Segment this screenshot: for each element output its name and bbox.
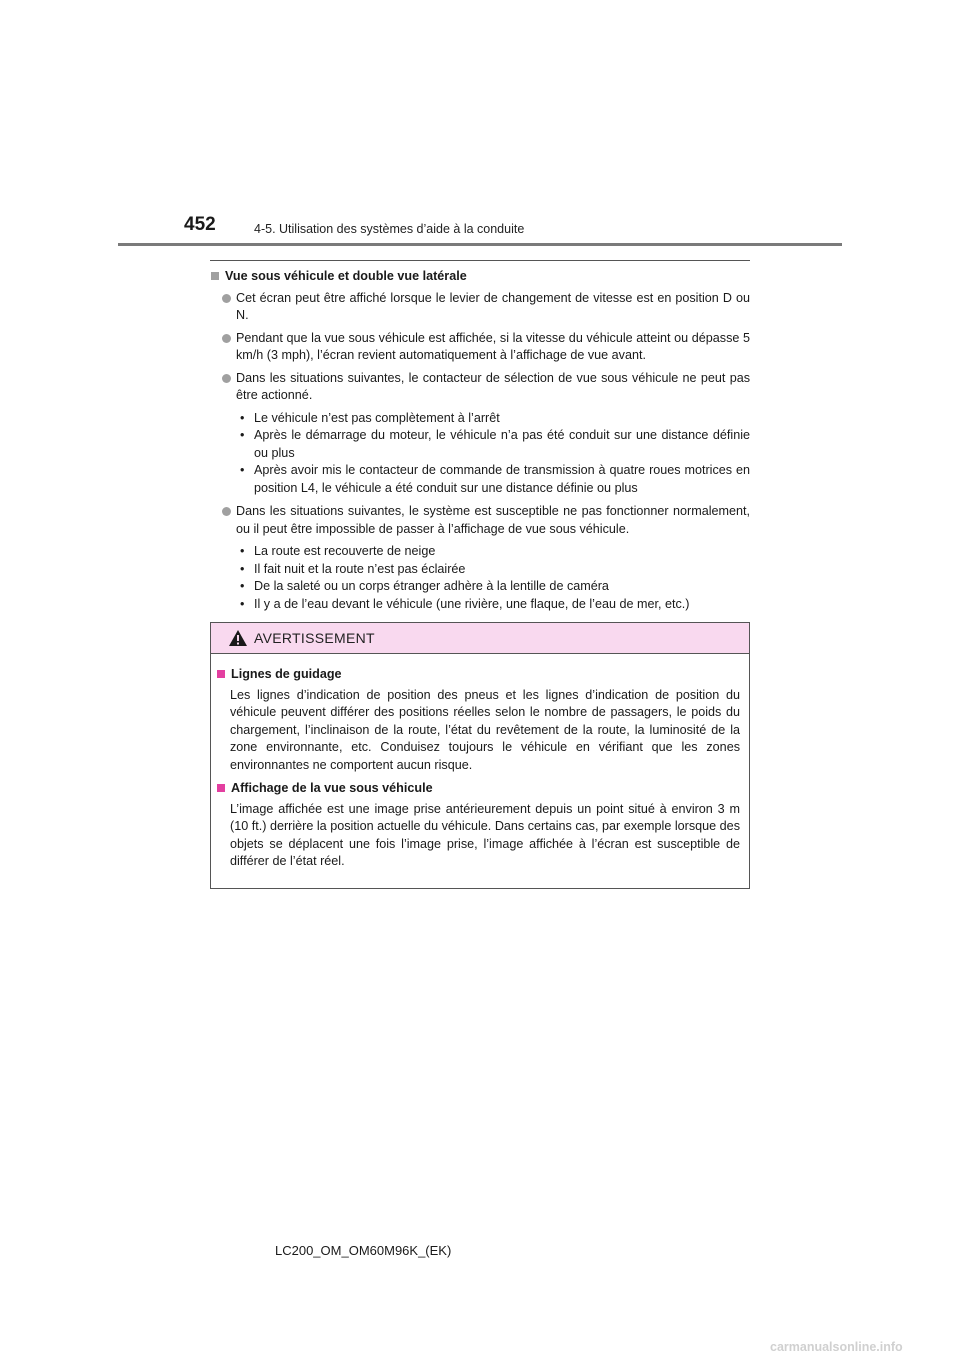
watermark: carmanualsonline.info [770, 1340, 903, 1354]
sublist-text: La route est recouverte de neige [254, 544, 436, 558]
footer-doc-code: LC200_OM_OM60M96K_(EK) [275, 1243, 452, 1258]
content-rule [210, 260, 750, 261]
sublist-item [238, 596, 750, 614]
warning-box [210, 622, 750, 889]
header-rule [118, 243, 842, 246]
square-bullet-icon [217, 670, 225, 678]
bullet-text: Dans les situations suivantes, le contacteur de sélection de vue sous véhicule ne peut pas être actionné. [236, 370, 750, 402]
section-heading [210, 268, 750, 286]
bullet-text: Pendant que la vue sous véhicule est affichée, si la vitesse du véhicule atteint ou dépasse 5 km/h (3 mph), l’écran revient automatiquement à l’affichage de vue avant. [236, 330, 750, 362]
dot-marker: • [240, 596, 245, 611]
bullet-item [210, 290, 750, 325]
section-header: 4-5. Utilisation des systèmes d’aide à la conduite [254, 222, 525, 236]
dot-marker: • [240, 544, 245, 558]
warning-item-heading [217, 780, 740, 798]
warning-triangle-icon [228, 629, 248, 647]
main-content [210, 268, 750, 619]
bullet-item [210, 503, 750, 538]
dot-marker: • [240, 561, 245, 576]
warning-item-text: Les lignes d’indication de position des pneus et les lignes d’indication de position du véhicule peuvent différer des positions réelles selon le nombre de passagers, le poids du chargement, l’inclinaison de la route, l’état du revêtement de la route, la luminosité de la zone environnante, etc. Conduisez toujours le véhicule en vérifiant que les zones environnantes ne comportent aucun risque. [230, 687, 740, 772]
warning-title: AVERTISSEMENT [254, 630, 375, 646]
sublist-item [238, 561, 750, 579]
warning-item-heading [217, 666, 740, 684]
dot-marker: • [240, 410, 245, 425]
sublist-text: Il y a de l’eau devant le véhicule (une rivière, une flaque, de l’eau de mer, etc.) [254, 596, 690, 611]
circle-bullet-icon [222, 507, 231, 516]
dot-marker: • [240, 463, 245, 477]
sublist-2 [238, 543, 750, 613]
bullet-text: Dans les situations suivantes, le système est susceptible ne pas fonctionner normalement, ou il peut être impossible de passer à l’affichage de vue sous véhicule. [236, 504, 750, 536]
bullet-text: Cet écran peut être affiché lorsque le levier de changement de vitesse est en position D ou N. [236, 290, 750, 322]
sublist-1 [238, 410, 750, 498]
sublist-text: Après avoir mis le contacteur de commande de transmission à quatre roues motrices en position L4, le véhicule a été conduit sur une distance définie ou plus [254, 463, 750, 495]
sublist-item [238, 578, 750, 596]
bullet-item [210, 330, 750, 365]
sublist-text: Après le démarrage du moteur, le véhicule n’a pas été conduit sur une distance définie ou plus [254, 428, 750, 460]
warning-heading-text: Lignes de guidage [231, 667, 342, 681]
sublist-item [238, 427, 750, 462]
warning-body [211, 654, 749, 871]
circle-bullet-icon [222, 374, 231, 383]
square-bullet-icon [217, 784, 225, 792]
dot-marker: • [240, 579, 245, 593]
dot-marker: • [240, 428, 245, 442]
warning-heading-text: Affichage de la vue sous véhicule [231, 781, 433, 795]
warning-header [211, 623, 749, 654]
sublist-text: Le véhicule n’est pas complètement à l’arrêt [254, 410, 500, 425]
circle-bullet-icon [222, 334, 231, 343]
warning-item-text: L’image affichée est une image prise antérieurement depuis un point situé à environ 3 m (10 ft.) derrière la position actuelle du véhicule. Dans certains cas, par exemple lorsque des objets se déplacent une fois l’image prise, l’image affichée à l’écran est susceptible de différer de l’état réel. [230, 801, 740, 868]
bullet-item [210, 370, 750, 405]
sublist-item [238, 462, 750, 497]
sublist-item [238, 410, 750, 428]
circle-bullet-icon [222, 294, 231, 303]
square-bullet-icon [211, 272, 219, 280]
section-heading-text: Vue sous véhicule et double vue latérale [225, 269, 467, 283]
sublist-text: Il fait nuit et la route n’est pas éclairée [254, 561, 466, 576]
page-number: 452 [184, 214, 216, 235]
sublist-text: De la saleté ou un corps étranger adhère à la lentille de caméra [254, 579, 609, 593]
sublist-item [238, 543, 750, 561]
